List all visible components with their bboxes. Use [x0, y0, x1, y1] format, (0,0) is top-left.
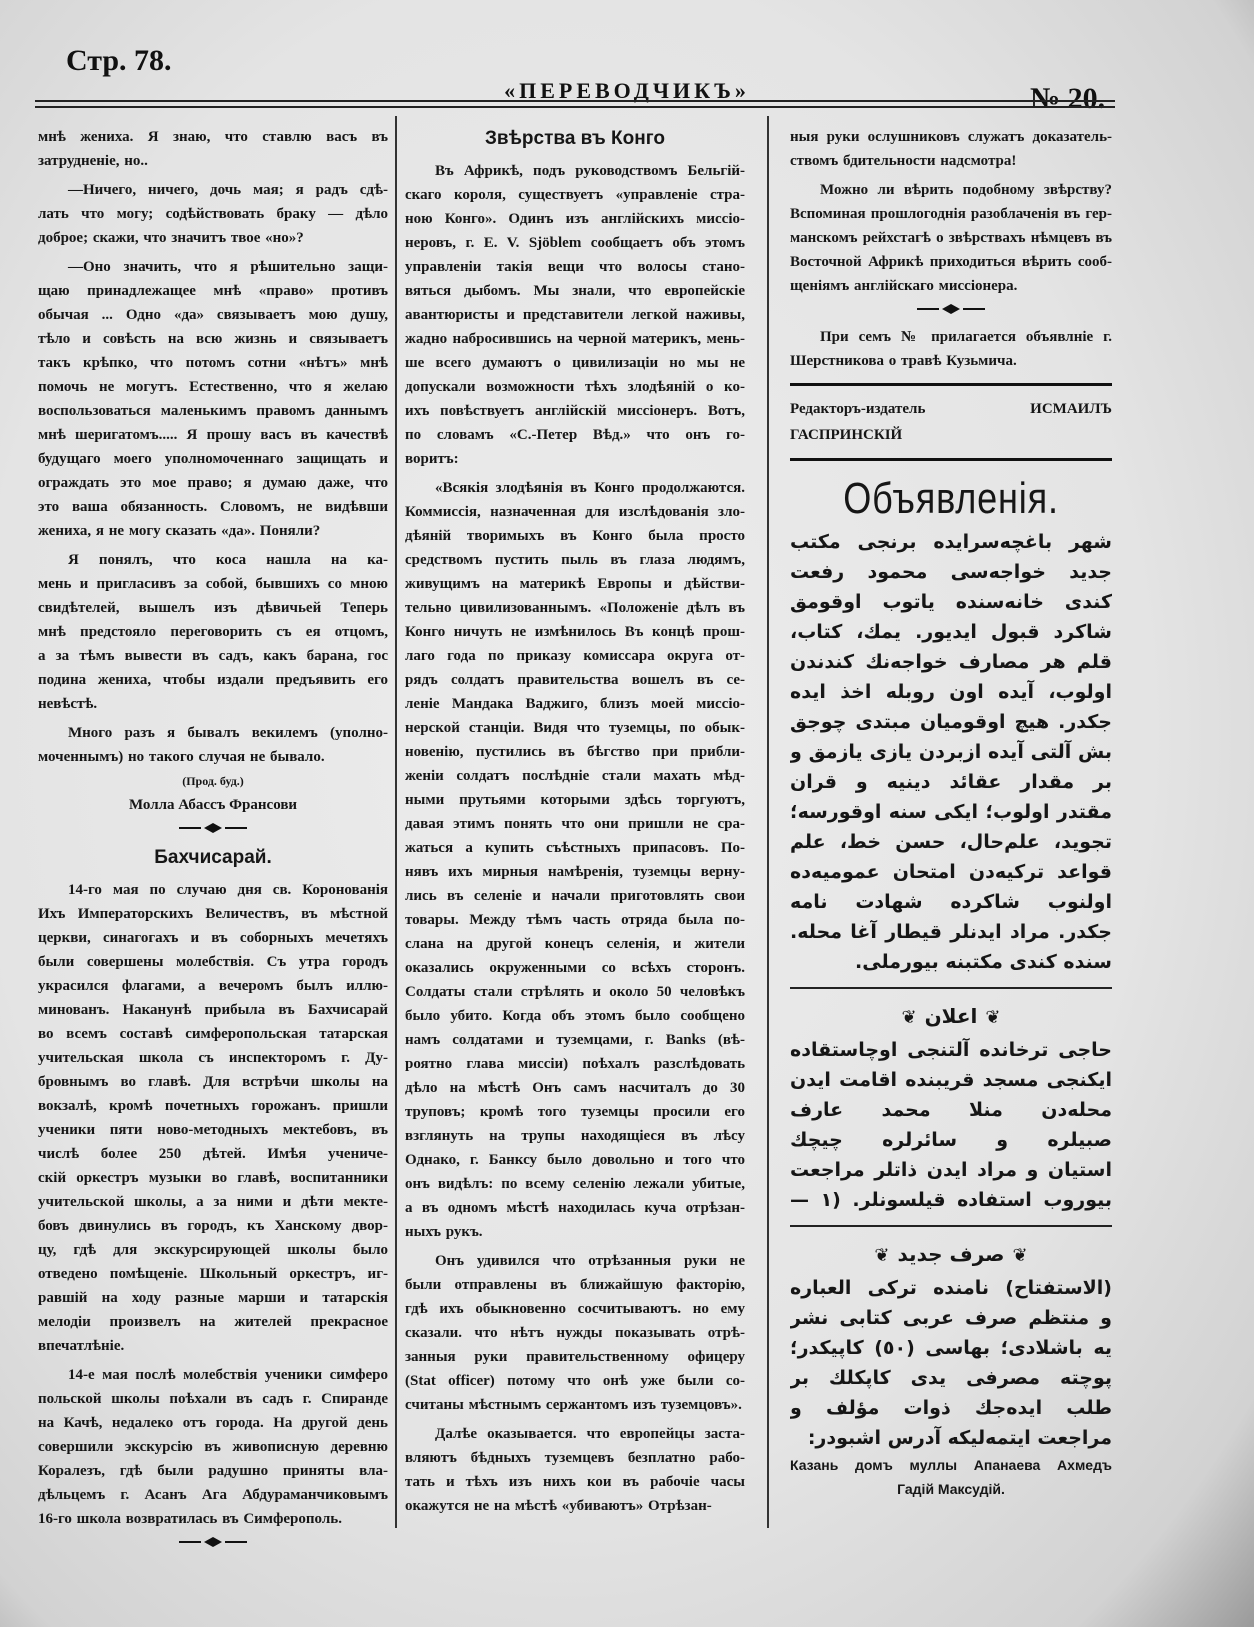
text-line: помочь не могутъ. Естественно, что я желаю: [38, 379, 388, 395]
text-line: ствомъ бдительности надсмотра!: [790, 153, 1017, 169]
text-line: 14-е мая послѣ молебствія ученики симферо: [68, 1367, 388, 1383]
arabic-text-line: (الاستفتاح) نامنده ترکی العباره: [790, 1277, 1112, 1299]
text-line: 16-го школа возвратилась въ Симферополь.: [38, 1511, 342, 1527]
text-line: Много разъ я бывалъ векилемъ (уполно-: [68, 725, 388, 741]
arabic-text-line: بیوروب استفاده قیلسونلر. (١ —: [790, 1189, 1112, 1211]
paragraph: [38, 125, 388, 173]
text-line: это ваша обязанность. Словомъ, не видѣвши: [38, 499, 388, 515]
arabic-text-line: جکدر. مراد ایدنلر قیطار آغا محله.: [790, 921, 1112, 943]
column-divider: [767, 116, 769, 1528]
advert-heading-text: صرف جدید: [897, 1242, 1005, 1266]
section-rule: [790, 987, 1112, 989]
text-line: слана на другой конецъ селенія, и жители: [405, 936, 745, 952]
arabic-text-line: و منتظم صرف عربی کتابی نشر: [790, 1307, 1112, 1329]
text-line: леніе Мандака Ваджиго, близъ моей миссіо-: [405, 696, 745, 712]
text-line: окажутся не на мѣстѣ «убиваютъ» Отрѣзан-: [405, 1498, 712, 1514]
arabic-text-line: کندی خانه‌سنده یاتوب اوقومق: [790, 591, 1112, 613]
text-line: 14-го мая по случаю дня св. Коронованія: [68, 882, 388, 898]
text-line: нявъ ихъ мирныя намѣренія, туземцы верну-: [405, 864, 745, 880]
text-line: Вспоминая прошлогоднія разоблаченія въ гер-: [790, 206, 1112, 222]
text-line: минованъ. Наканунѣ прибыла въ Бахчисарай: [38, 1002, 388, 1018]
arabic-text-line: محله‌دن منلا محمد عارف: [790, 1099, 1112, 1121]
arabic-text-line: ایکنجی مسجد قریبنده اقامت ایدن: [790, 1069, 1112, 1091]
announcements-heading: Объявленія.: [843, 474, 1059, 523]
floral-ornament-icon: ❦: [1012, 1245, 1028, 1266]
text-line: гдѣ ихъ обыкновенно сосчитываютъ. но ему: [405, 1301, 745, 1317]
paragraph: [38, 721, 388, 769]
text-line: ными прутьями которыми здѣсь торгуютъ,: [405, 792, 745, 808]
text-line: средствомъ пустить пыль въ глаза людямъ,: [405, 552, 745, 568]
text-line: роятно глава миссіи) поѣхалъ разслѣдовать: [405, 1056, 745, 1072]
section-rule: [790, 458, 1112, 461]
text-line: мень и пригласивъ за собой, бывшихъ со мною: [38, 576, 388, 592]
section-rule: [790, 1225, 1112, 1227]
arabic-script-advert: [790, 527, 1112, 977]
text-line: невѣстѣ.: [38, 696, 98, 712]
text-line: Коммиссія, назначенная для изслѣдованія зло-: [405, 504, 745, 520]
arabic-text-line: بش آلتی آیده ازبردن یازی یازمق و: [790, 741, 1112, 763]
text-line: цу, гдѣ для экскурсирующей школы было: [38, 1242, 388, 1258]
text-line: сказали. что нѣтъ нужды показывать отрѣ-: [405, 1325, 745, 1341]
paragraph: [38, 1363, 388, 1531]
text-line: «Всякія злодѣянія въ Конго продолжаются.: [435, 480, 745, 496]
text-line: ною Конго». Одинъ изъ англійскихъ миссіо-: [405, 211, 745, 227]
text-line: совершили экскурсію въ живописную деревню: [38, 1439, 388, 1455]
text-line: онъ видѣлъ: по всему селенію лежали убитые,: [405, 1176, 745, 1192]
text-line: новенію, пустились въ бѣгство при прибли-: [405, 744, 745, 760]
text-line: учительской школы, а за ними и дѣти мекте-: [38, 1194, 388, 1210]
text-line: будущаго моего уполномоченнаго защищать и: [38, 451, 388, 467]
text-line: занныя руки правительственному офицеру: [405, 1349, 745, 1365]
text-line: Я понялъ, что коса нашла на ка-: [68, 552, 388, 568]
arabic-text-line: اولوب، آیده اون روبله اخذ ایده: [790, 681, 1112, 703]
floral-ornament-icon: ❦: [874, 1245, 890, 1266]
text-line: взглянуть на трупы находящіеся въ лѣсу: [405, 1128, 745, 1144]
header-rule: [35, 106, 1115, 108]
text-line: Восточной Африкѣ приходиться вѣрить сооб-: [790, 254, 1112, 270]
text-line: Конго ничуть не измѣнилось Въ концѣ прош-: [405, 624, 745, 640]
header-rule: [35, 100, 1115, 102]
paragraph: [790, 178, 1112, 298]
text-line: вляютъ бѣдныхъ туземцевъ безплатно рабо-: [405, 1450, 745, 1466]
arabic-text-line: شهر باغچه‌سرایده برنجی مکتب: [790, 531, 1112, 553]
text-line: числѣ более 250 дѣтей. Имѣя учениче-: [38, 1146, 388, 1162]
text-line: учительская школа съ инспекторомъ г. Ду-: [38, 1050, 388, 1066]
text-line: украсился флагами, а вечеромъ былъ иллю-: [38, 978, 388, 994]
text-line: лаго года по приказу комиссара округа от-: [405, 648, 745, 664]
diamond-ornament-icon: [38, 817, 388, 839]
article-heading: Бахчисарай.: [154, 847, 272, 868]
text-line: женіи солдатъ послѣдніе стали махать мѣд-: [405, 768, 745, 784]
arabic-text-line: اولنوب شاکرده شهادت نامه: [790, 891, 1112, 913]
text-line: манскомъ рейхстагѣ о звѣрствахъ нѣмцевъ въ: [790, 230, 1112, 246]
arabic-text-line: تجوید، علم‌حال، حسن خط، علم: [790, 831, 1112, 853]
text-line: бовъ двинулись въ городъ, къ Ханскому двор-: [38, 1218, 388, 1234]
text-line: Шерстникова о травѣ Кузьмича.: [790, 353, 1017, 369]
text-line: жениха, я не могу сказать «да». Поняли?: [38, 523, 321, 539]
text-line: ученики пяти ново-методныхъ мектебовъ, въ: [38, 1122, 388, 1138]
text-line: доброе; скажи, что значитъ твое «но»?: [38, 230, 304, 246]
arabic-text-line: استیان و مراد ایدن ذاتلر مراجعت: [790, 1159, 1112, 1181]
text-line: Онъ удивился что отрѣзанныя руки не: [435, 1253, 745, 1269]
arabic-text-line: طلب ایده‌جك ذوات مؤلف و: [790, 1397, 1112, 1419]
text-line: лать что могу; содѣйствовать браку — дѣло: [38, 206, 388, 222]
text-line: намъ солдатами и туземцами, г. Banks (вѣ-: [405, 1032, 745, 1048]
text-line: авантюристы и представители легкой наживы,: [405, 307, 745, 323]
text-line: управленіи такія вещи что волосы стано-: [405, 259, 745, 275]
arabic-text-line: حاجی ترخانده آلتنجی اوچاستقاده: [790, 1039, 1112, 1061]
text-line: мнѣ предстояло переговорить съ ея отцомъ,: [38, 624, 388, 640]
arabic-text-line: جدید خواجه‌سی محمود رفعت: [790, 561, 1112, 583]
column-middle: [405, 120, 745, 1518]
paragraph: [790, 125, 1112, 173]
arabic-script-advert: [790, 1035, 1112, 1215]
arabic-text-line: مراجعت ایتمه‌لیکه آدرس اشبودر:: [807, 1427, 1112, 1449]
newspaper-title: «ПЕРЕВОДЧИКЪ»: [504, 78, 750, 103]
arabic-script-advert: [790, 1273, 1112, 1453]
text-line: на Качѣ, недалеко отъ города. На другой день: [38, 1415, 388, 1431]
text-line: (Stat officer) потому что онѣ уже были со-: [405, 1373, 745, 1389]
paragraph: [38, 878, 388, 1358]
continuation-note: (Прод. буд.): [182, 774, 244, 788]
text-line: давая этимъ понять что они пришли не сра-: [405, 816, 745, 832]
text-line: равшій на ходу разные марши и татарскія: [38, 1290, 388, 1306]
issue-number: № 20.: [1030, 82, 1106, 115]
text-line: рядъ солдатъ правительства вошелъ въ се-: [405, 672, 745, 688]
text-line: свидѣтелей, вышелъ изъ дѣвичьей Теперь: [38, 600, 388, 616]
floral-ornament-icon: ❦: [901, 1007, 917, 1028]
text-line: Коралезъ, гдѣ были радушно приняты вла-: [38, 1463, 388, 1479]
text-line: труповъ; кромѣ того туземцы просили его: [405, 1104, 745, 1120]
text-line: неровъ, г. E. V. Sjöblem сообщаетъ объ этомъ: [405, 235, 745, 251]
paragraph: [405, 159, 745, 471]
text-line: были отправлены въ ближайшую факторію,: [405, 1277, 745, 1293]
paragraph: [38, 255, 388, 543]
text-line: щеніямъ англійскаго миссіонера.: [790, 278, 1018, 294]
text-line: нерской станціи. Видя что туземцы, по обык-: [405, 720, 745, 736]
text-line: считаны мѣстнымъ сержантомъ изъ туземцовъ».: [405, 1397, 742, 1413]
text-line: моченнымъ) но такого случая не бывало.: [38, 749, 325, 765]
advert-heading: [790, 1237, 1112, 1273]
text-line: Однако, г. Банксу было довольно и того что: [405, 1152, 745, 1168]
text-line: дѣяній творимыхъ въ Конго была просто: [405, 528, 745, 544]
text-line: Въ Африкѣ, подъ руководствомъ Бельгій-: [435, 163, 745, 179]
text-line: были совершены молебствія. Съ утра городъ: [38, 954, 388, 970]
text-line: лись въ селеніе и начали приготовлять свои: [405, 888, 745, 904]
arabic-text-line: جکدر. هیچ اوقومیان مبتدی چوجق: [790, 711, 1112, 733]
column-right: [790, 120, 1112, 1501]
text-line: тельно цивилизованнымъ. «Положеніе дѣлъ въ: [405, 600, 745, 616]
arabic-text-line: بر مقدار عقائد دینیه و قران: [790, 771, 1112, 793]
text-line: оказались окруженными со всѣхъ сторонъ.: [405, 960, 745, 976]
text-line: скаго короля, существуетъ «управленіе стра-: [405, 187, 745, 203]
text-line: дѣльцемъ г. Асанъ Ага Абдураманчиковымъ: [38, 1487, 388, 1503]
arabic-text-line: مقتدر اولوب؛ ایکی سنه اوقورسه؛: [790, 801, 1112, 823]
arabic-text-line: یه باشلادی؛ بهاسی (٥٠) کاپیکدر؛: [790, 1337, 1112, 1359]
page-number: Стр. 78.: [66, 44, 172, 77]
text-line: церкви, синагогахъ и въ соборныхъ мечетяхъ: [38, 930, 388, 946]
paragraph: [405, 1249, 745, 1417]
text-line: впечатлѣніе.: [38, 1338, 125, 1354]
arabic-text-line: قلم هر مصارف خواجه‌نك کندندن: [790, 651, 1112, 673]
text-line: по словамъ «С.-Петер Вѣд.» что онъ го-: [405, 427, 745, 443]
text-line: вяться дыбомъ. Мы знали, что европейскіе: [405, 283, 745, 299]
column-left: [38, 120, 388, 1553]
diamond-ornament-icon: [790, 298, 1112, 320]
article-heading: Звѣрства въ Конго: [485, 128, 665, 149]
arabic-text-line: شاکرد قبول ایدیور. یمك، کتاب،: [790, 621, 1112, 643]
text-line: вокзалѣ, кромѣ почетныхъ горожанъ. пришли: [38, 1098, 388, 1114]
paragraph: [405, 1422, 745, 1518]
text-line: ограждать это мое право; я думаю даже, что: [38, 475, 388, 491]
text-line: такъ крѣпко, что потомъ сотни «нѣтъ» мнѣ: [38, 355, 388, 371]
text-line: ныхъ рукъ.: [405, 1224, 483, 1240]
section-rule: [790, 383, 1112, 386]
text-line: ныя руки ослушниковъ служатъ доказатель-: [790, 129, 1112, 145]
text-line: воспользоваться маленькимъ правомъ даннымъ: [38, 403, 388, 419]
text-line: тѣло и совѣсть на всю жизнь и связываетъ: [38, 331, 388, 347]
text-line: ихъ повѣствуетъ англійскій миссіонеръ. Вотъ,: [405, 403, 745, 419]
text-line: Далѣе оказывается. что европейцы заста-: [435, 1426, 745, 1442]
text-line: обычая ... Одно «да» связываетъ мою душу,: [38, 307, 388, 323]
arabic-text-line: سنده کندی مکتبنه بیورملی.: [855, 951, 1112, 973]
text-line: тать и тѣхъ изъ нихъ кои въ рабочіе часы: [405, 1474, 745, 1490]
text-line: затрудненіе, но..: [38, 153, 148, 169]
address-line: Казань домъ муллы Апанаева Ахмедъ: [790, 1457, 1112, 1473]
paragraph: [405, 476, 745, 1244]
text-line: При семъ № прилагается объявлніе г.: [820, 329, 1112, 345]
editor-publisher-line: Редакторъ-издатель ИСМАИЛЪ ГАСПРИНСКІЙ: [790, 401, 1112, 443]
text-line: воритъ:: [405, 451, 459, 467]
text-line: скій оркестръ музыки во главѣ, воспитанники: [38, 1170, 388, 1186]
text-line: подина жениха, чтобы издали предъявить его: [38, 672, 388, 688]
text-line: польской школы поѣхали въ садъ г. Спиранде: [38, 1391, 388, 1407]
text-line: во всемъ составѣ симферопольская татарская: [38, 1026, 388, 1042]
text-line: мелодіи произвелъ на жителей прекрасное: [38, 1314, 388, 1330]
text-line: было убито. Когда объ этомъ было сообщено: [405, 1008, 745, 1024]
arabic-text-line: قواعد ترکیه‌دن امتحان عمومیه‌ده: [790, 861, 1112, 883]
text-line: жаться а купить съѣстныхъ припасовъ. По-: [405, 840, 745, 856]
paragraph: [790, 325, 1112, 373]
advert-heading: [790, 999, 1112, 1035]
text-line: жадно набросившись на черной материкъ, мень-: [405, 331, 745, 347]
floral-ornament-icon: ❦: [985, 1007, 1001, 1028]
author-signature: Молла Абассъ Франсови: [128, 797, 298, 813]
text-line: Можно ли вѣрить подобному звѣрству?: [820, 182, 1112, 198]
text-line: товары. Между тѣмъ часть отряда была по-: [405, 912, 745, 928]
text-line: мнѣ жениха. Я знаю, что ставлю васъ въ: [38, 129, 388, 145]
text-line: Ихъ Императорскихъ Величествъ, въ мѣстной: [38, 906, 388, 922]
paragraph: [38, 548, 388, 716]
text-line: мнѣ шеригатомъ..... Я прошу васъ въ качествѣ: [38, 427, 388, 443]
text-line: —Оно значить, что я рѣшительно защи-: [68, 259, 388, 275]
column-divider: [395, 116, 397, 1528]
advert-heading-text: اعلان: [924, 1004, 978, 1028]
diamond-ornament-icon: [38, 1531, 388, 1553]
text-line: —Ничего, ничего, дочь мая; я радъ сдѣ-: [68, 182, 388, 198]
text-line: а въ одномъ мѣстѣ находилась куча отрѣзан-: [405, 1200, 745, 1216]
text-line: ше всего думаютъ о цивилизаціи но мы не: [405, 355, 745, 371]
text-line: а за тѣмъ вывести въ садъ, какъ барана, гос: [38, 648, 388, 664]
text-line: допускали возможности тѣхъ злодѣяній о ко-: [405, 379, 745, 395]
text-line: щаю принадлежащее мнѣ «право» противъ: [38, 283, 388, 299]
text-line: отведено помѣщеніе. Школьный оркестръ, иг-: [38, 1266, 388, 1282]
arabic-text-line: پوچته مصرفی یدی کاپکلك بر: [790, 1367, 1112, 1389]
paragraph: [38, 178, 388, 250]
text-line: дѣло на мѣстѣ Онъ самъ насчиталъ до 30: [405, 1080, 745, 1096]
arabic-text-line: صبیلره و سائرلره چیچك: [790, 1129, 1112, 1151]
text-line: бровнымъ во главѣ. Для встрѣчи школы на: [38, 1074, 388, 1090]
address-line: Гадій Максудій.: [897, 1481, 1005, 1497]
text-line: Солдаты стали стрѣлять и около 50 человѣкъ: [405, 984, 745, 1000]
text-line: живущимъ на материкѣ Европы и дѣйстви-: [405, 576, 745, 592]
